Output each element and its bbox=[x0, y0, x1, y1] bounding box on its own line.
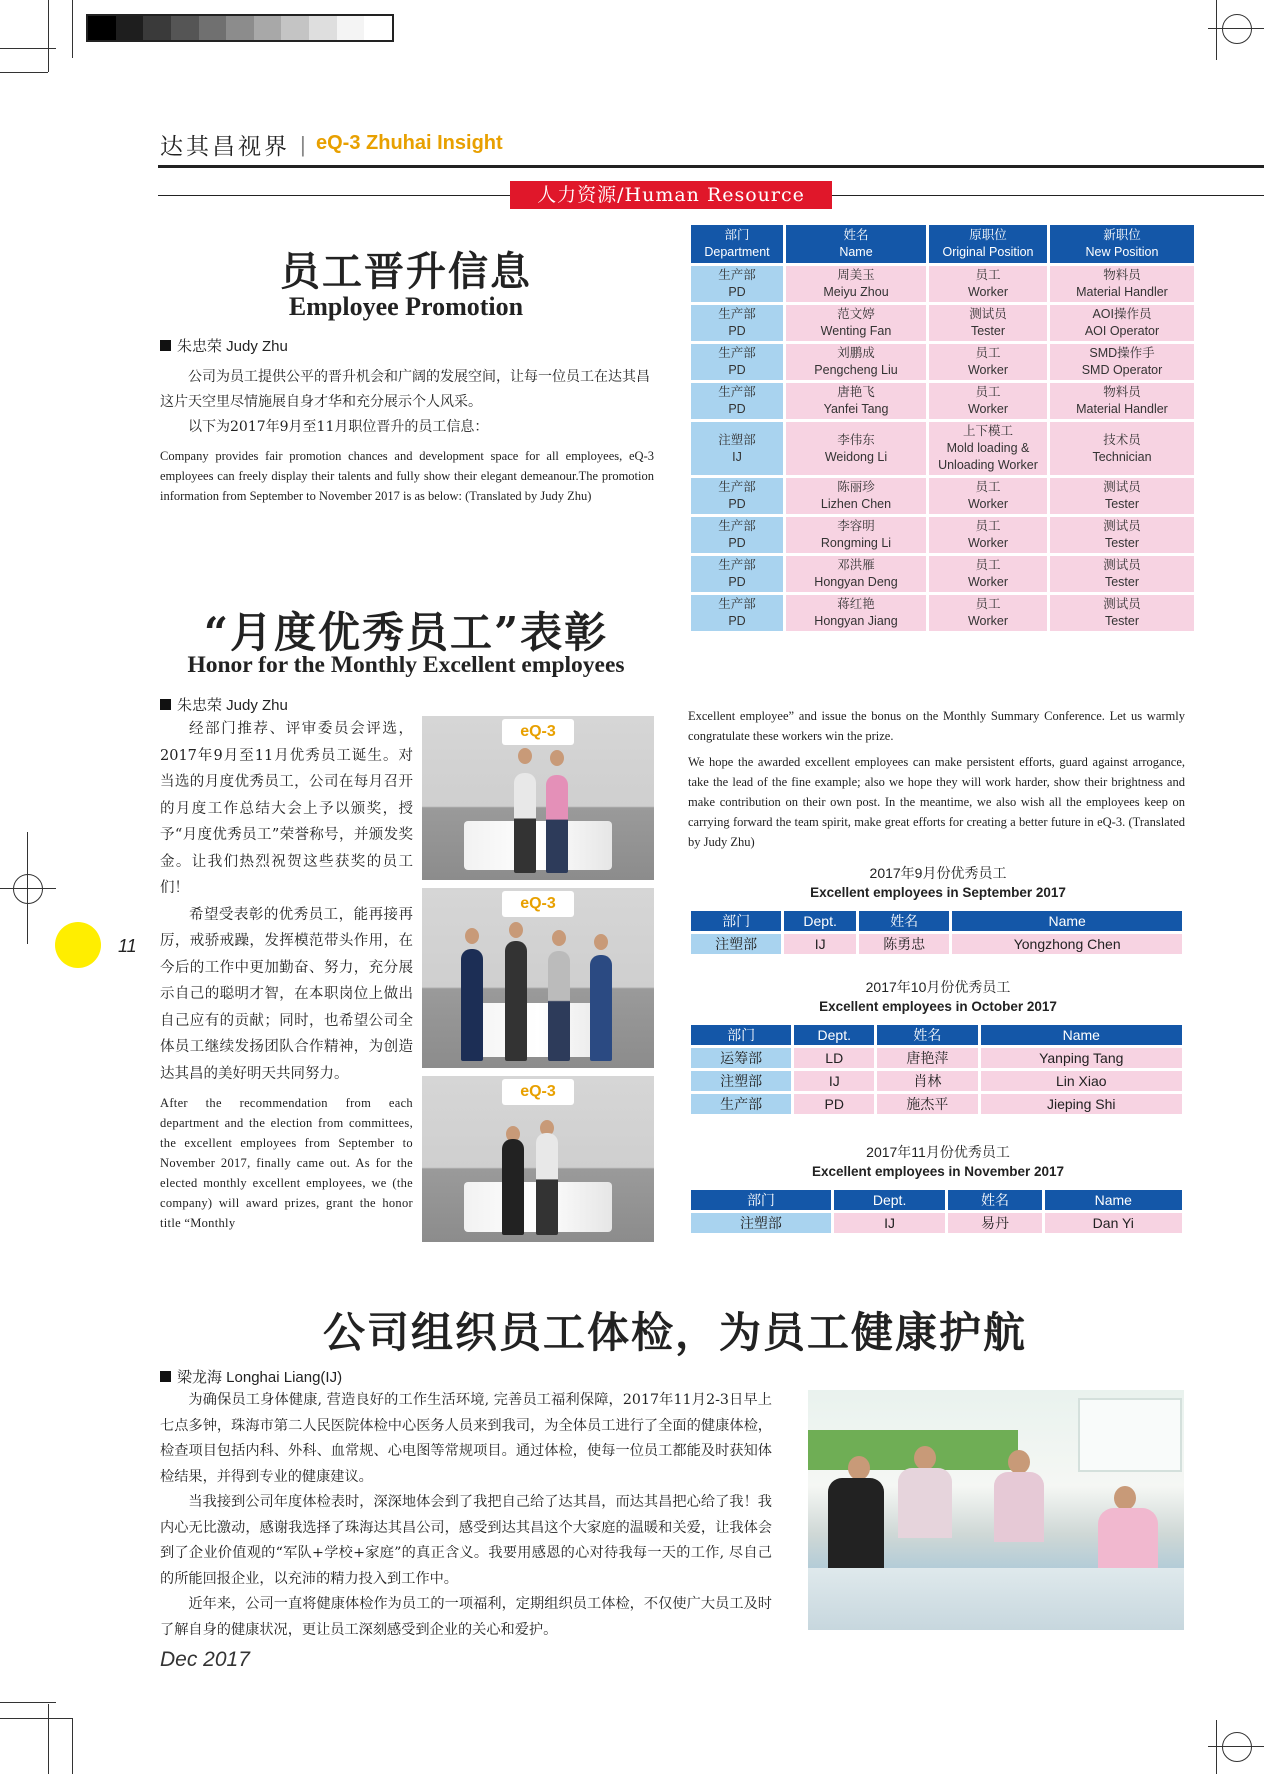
promotion-table bbox=[688, 222, 1197, 634]
health-check-photo bbox=[808, 1390, 1184, 1630]
cell-department: 注塑部 IJ bbox=[691, 422, 783, 475]
person bbox=[548, 951, 570, 1061]
cell-original-position: 员工 Worker bbox=[929, 344, 1047, 380]
eq3-logo: eQ-3 bbox=[502, 891, 574, 917]
promotion-row bbox=[691, 266, 1194, 302]
byline-square-icon bbox=[160, 1371, 171, 1382]
byline-square-icon bbox=[160, 340, 171, 351]
excellent-row bbox=[691, 1094, 1182, 1114]
excellent-cell: Dan Yi bbox=[1045, 1213, 1182, 1233]
excellent-cell: 注塑部 bbox=[691, 934, 781, 954]
promotion-title-cn: 员工晋升信息 bbox=[280, 248, 532, 295]
cell-new-position: 测试员 Tester bbox=[1050, 556, 1194, 592]
excellent-cell: Lin Xiao bbox=[981, 1071, 1182, 1091]
cell-original-position: 测试员 Tester bbox=[929, 305, 1047, 341]
person-head bbox=[552, 930, 566, 946]
excellent-cell: 陈勇忠 bbox=[859, 934, 949, 954]
cell-department: 生产部 PD bbox=[691, 305, 783, 341]
header-cell: 姓名 bbox=[859, 911, 949, 931]
header-cell: Dept. bbox=[834, 1190, 945, 1210]
grayscale-bar bbox=[86, 14, 394, 42]
promotion-byline bbox=[160, 335, 288, 356]
page-number: 11 bbox=[118, 936, 137, 956]
header-cell: 姓名 bbox=[948, 1190, 1041, 1210]
crop-mark bbox=[72, 1718, 73, 1774]
honor-paragraph-en-right: We hope the awarded excellent employees can make persistent efforts, guard against arrogance, take the lead of the fine example; also we hope they will work harder, show their brightness and make contribution on their own post. In the meantime, we also wish all the employees keep on carrying forward the team spirit, make great efforts for creating a better future in eQ-3. (Translated by Judy Zhu) bbox=[688, 755, 1185, 849]
health-title: 公司组织员工体检，为员工健康护航 bbox=[322, 1308, 1027, 1357]
crop-mark bbox=[1216, 1720, 1217, 1774]
cell-department: 生产部 PD bbox=[691, 556, 783, 592]
person-head bbox=[509, 922, 523, 938]
excellent-cell: 注塑部 bbox=[691, 1213, 831, 1233]
header-cell: 部门 bbox=[691, 911, 781, 931]
cell-name: 李伟东 Weidong Li bbox=[786, 422, 926, 475]
title-separator: | bbox=[300, 132, 306, 157]
person bbox=[994, 1472, 1044, 1542]
header-rule bbox=[158, 165, 1264, 168]
person bbox=[461, 949, 483, 1061]
award-photo-3 bbox=[422, 1076, 654, 1242]
cell-new-position: 物料员 Material Handler bbox=[1050, 383, 1194, 419]
cell-original-position: 员工 Worker bbox=[929, 556, 1047, 592]
excellent-cell: Jieping Shi bbox=[981, 1094, 1182, 1114]
section-banner: 人力资源/Human Resource bbox=[510, 181, 832, 209]
excellent-row bbox=[691, 1048, 1182, 1068]
header-cell: Name bbox=[1045, 1190, 1182, 1210]
page-marker-circle bbox=[55, 922, 101, 968]
promotion-row bbox=[691, 383, 1194, 419]
cell-original-position: 员工 Worker bbox=[929, 478, 1047, 514]
excellent-cell: PD bbox=[794, 1094, 874, 1114]
health-paragraph: 近年来，公司一直将健康体检作为员工的一项福利，定期组织员工体检，不仅使广大员工及时了解自身的健康状况，更让员工深刻感受到企业的关心和爱护。 bbox=[160, 1596, 772, 1638]
header-department: 部门 Department bbox=[691, 225, 783, 263]
cell-department: 生产部 PD bbox=[691, 517, 783, 553]
promotion-row bbox=[691, 305, 1194, 341]
promotion-row bbox=[691, 344, 1194, 380]
excellent-title: 2017年10月份优秀员工 Excellent employees in October 2017 bbox=[819, 979, 1057, 1014]
crop-mark bbox=[72, 0, 73, 58]
promotion-row bbox=[691, 422, 1194, 475]
health-paragraph: 当我接到公司年度体检表时，深深地体会到了我把自己给了达其昌，而达其昌把心给了我！我内心无比激动，感谢我选择了珠海达其昌公司，感受到达其昌这个大家庭的温暖和关爱，让我体会到了企业价值观的“军队+学校+家庭”的真正含义。我要用感恩的心对待我每一天的工作, 尽自己的所能回报企业，以充沛的精力投入到工作中。 bbox=[160, 1494, 772, 1587]
promotion-paragraph-cn: 以下为2017年9月至11月职位晋升的员工信息： bbox=[188, 419, 489, 435]
excellent-cell: 运筹部 bbox=[691, 1048, 791, 1068]
reception-desk bbox=[464, 821, 612, 870]
header-cell: 部门 bbox=[691, 1190, 831, 1210]
honor-title-cn: “月度优秀员工”表彰 bbox=[203, 608, 609, 657]
crop-mark bbox=[48, 1704, 49, 1774]
excellent-cell: Yongzhong Chen bbox=[952, 934, 1182, 954]
header-cell: 部门 bbox=[691, 1025, 791, 1045]
cell-department: 生产部 PD bbox=[691, 383, 783, 419]
health-byline bbox=[160, 1366, 342, 1387]
person-head bbox=[848, 1456, 870, 1480]
excellent-title: 2017年11月份优秀员工 Excellent employees in November 2017 bbox=[811, 1144, 1065, 1179]
award-photo-1 bbox=[422, 716, 654, 880]
crop-mark bbox=[0, 1718, 72, 1719]
cell-original-position: 员工 Worker bbox=[929, 266, 1047, 302]
honor-title-en: Honor for the Monthly Excellent employees bbox=[187, 652, 625, 678]
cell-name: 唐艳飞 Yanfei Tang bbox=[786, 383, 926, 419]
excellent-table-header bbox=[691, 911, 1182, 931]
person bbox=[502, 1139, 524, 1235]
cell-original-position: 员工 Worker bbox=[929, 517, 1047, 553]
honor-paragraph-en-left: After the recommendation from each department and the election from committees, the excellent employees from September to November 2017, finally came out. As for the elected monthly excellent employees, we (the company) will award prizes, grant the honor title “Monthly bbox=[160, 1096, 413, 1230]
cell-new-position: 测试员 Tester bbox=[1050, 595, 1194, 631]
honor-paragraph-cn: 希望受表彰的优秀员工，能再接再厉，戒骄戒躁，发挥模范带头作用，在今后的工作中更加勤奋、努力，充分展示自己的聪明才智，在本职岗位上做出自己应有的贡献；同时，也希望公司全体员工继续发扬团队合作精神，为创造达其昌的美好明天共同努力。 bbox=[160, 906, 413, 1082]
excellent-cell: Yanping Tang bbox=[981, 1048, 1182, 1068]
excellent-row bbox=[691, 934, 1182, 954]
exam-table bbox=[808, 1568, 1184, 1630]
excellent-row bbox=[691, 1071, 1182, 1091]
cell-department: 生产部 PD bbox=[691, 344, 783, 380]
excellent-cell: 注塑部 bbox=[691, 1071, 791, 1091]
excellent-cell: 施杰平 bbox=[877, 1094, 977, 1114]
cell-name: 陈丽珍 Lizhen Chen bbox=[786, 478, 926, 514]
cell-original-position: 上下模工 Mold loading & Unloading Worker bbox=[929, 422, 1047, 475]
person bbox=[546, 775, 568, 873]
promotion-row bbox=[691, 478, 1194, 514]
excellent-table-header bbox=[691, 1190, 1182, 1210]
issue-date: Dec 2017 bbox=[160, 1648, 250, 1671]
registration-mark bbox=[1222, 14, 1252, 44]
cell-name: 邓洪雁 Hongyan Deng bbox=[786, 556, 926, 592]
excellent-table bbox=[688, 1022, 1185, 1117]
person bbox=[536, 1133, 558, 1235]
header-new-position: 新职位 New Position bbox=[1050, 225, 1194, 263]
header-cell: Dept. bbox=[784, 911, 856, 931]
health-paragraph: 为确保员工身体健康, 营造良好的工作生活环境, 完善员工福利保障，2017年11月2-3日早上七点多钟，珠海市第二人民医院体检中心医务人员来到我司，为全体员工进行了全面的健康体检，检查项目包括内科、外科、血常规、心电图等常规项目。通过体检，使每一位员工都能及时获知体检结果，并得到专业的健康建议。 bbox=[160, 1392, 772, 1485]
wall-sign bbox=[808, 1430, 1018, 1470]
excellent-cell: 唐艳萍 bbox=[877, 1048, 977, 1068]
excellent-cell: IJ bbox=[784, 934, 856, 954]
cell-new-position: AOI操作员 AOI Operator bbox=[1050, 305, 1194, 341]
crop-mark bbox=[0, 48, 56, 49]
person-head bbox=[914, 1446, 936, 1470]
cell-department: 生产部 PD bbox=[691, 595, 783, 631]
excellent-cell: 生产部 bbox=[691, 1094, 791, 1114]
header-original-position: 原职位 Original Position bbox=[929, 225, 1047, 263]
excellent-cell: IJ bbox=[834, 1213, 945, 1233]
cell-name: 范文婷 Wenting Fan bbox=[786, 305, 926, 341]
person bbox=[505, 941, 527, 1061]
magazine-title-en: eQ-3 Zhuhai Insight bbox=[316, 132, 503, 154]
cell-new-position: 技术员 Technician bbox=[1050, 422, 1194, 475]
promotion-paragraph-cn: 公司为员工提供公平的晋升机会和广阔的发展空间，让每一位员工在达其昌这片天空里尽情施展自身才华和充分展示个人风采。 bbox=[160, 369, 650, 410]
excellent-row bbox=[691, 1213, 1182, 1233]
excellent-title: 2017年9月份优秀员工 Excellent employees in September 2017 bbox=[810, 865, 1066, 900]
promotion-paragraph-en: Company provides fair promotion chances and development space for all employees, eQ-3 employees can freely display their talents and fully show their elegant demeanour.The promotion information from September to November 2017 is as below: (Translated by Judy Zhu) bbox=[160, 449, 654, 503]
registration-mark bbox=[1222, 1732, 1252, 1762]
cell-name: 周美玉 Meiyu Zhou bbox=[786, 266, 926, 302]
person bbox=[514, 773, 536, 873]
excellent-november bbox=[688, 1143, 1188, 1236]
person-head bbox=[594, 934, 608, 950]
cell-new-position: 物料员 Material Handler bbox=[1050, 266, 1194, 302]
honor-body-cn bbox=[160, 716, 413, 1233]
excellent-table bbox=[688, 1187, 1185, 1236]
eq3-logo: eQ-3 bbox=[502, 1079, 574, 1105]
byline-text: 梁龙海 Longhai Liang(IJ) bbox=[177, 1369, 343, 1386]
health-body bbox=[160, 1388, 772, 1643]
cell-name: 刘鹏成 Pengcheng Liu bbox=[786, 344, 926, 380]
header-name: 姓名 Name bbox=[786, 225, 926, 263]
magazine-title-cn: 达其昌视界 bbox=[160, 134, 290, 160]
promotion-row bbox=[691, 517, 1194, 553]
cell-new-position: 测试员 Tester bbox=[1050, 517, 1194, 553]
person-head bbox=[1008, 1450, 1030, 1474]
cell-department: 生产部 PD bbox=[691, 266, 783, 302]
excellent-cell: LD bbox=[794, 1048, 874, 1068]
byline-text: 朱忠荣 Judy Zhu bbox=[177, 338, 288, 355]
excellent-table bbox=[688, 908, 1185, 957]
excellent-october bbox=[688, 978, 1188, 1117]
crop-mark bbox=[1216, 0, 1217, 60]
promotion-row bbox=[691, 556, 1194, 592]
promotion-table-header bbox=[691, 225, 1194, 263]
honor-body-en-right bbox=[688, 706, 1185, 852]
header-cell: 姓名 bbox=[877, 1025, 977, 1045]
cell-original-position: 员工 Worker bbox=[929, 595, 1047, 631]
cell-new-position: 测试员 Tester bbox=[1050, 478, 1194, 514]
honor-paragraph-cn: 经部门推荐、评审委员会评选，2017年9月至11月优秀员工诞生。对当选的月度优秀员工，公司在每月召开的月度工作总结大会上予以颁奖，授予“月度优秀员工”荣誉称号，并颁发奖金。让我们热烈祝贺这些获奖的员工们！ bbox=[160, 721, 413, 896]
honor-paragraph-en-right: Excellent employee” and issue the bonus on the Monthly Summary Conference. Let us warmly congratulate these workers win the prize. bbox=[688, 709, 1185, 743]
honor-byline bbox=[160, 694, 288, 715]
person bbox=[898, 1468, 952, 1538]
wall-window bbox=[1078, 1398, 1182, 1472]
cell-new-position: SMD操作手 SMD Operator bbox=[1050, 344, 1194, 380]
promotion-body bbox=[160, 365, 654, 506]
crop-mark bbox=[0, 72, 48, 73]
excellent-table-header bbox=[691, 1025, 1182, 1045]
person-head bbox=[518, 748, 532, 764]
header-cell: Name bbox=[981, 1025, 1182, 1045]
promotion-title-en: Employee Promotion bbox=[288, 292, 524, 321]
excellent-cell: IJ bbox=[794, 1071, 874, 1091]
cell-name: 李容明 Rongming Li bbox=[786, 517, 926, 553]
award-photo-2 bbox=[422, 888, 654, 1068]
promotion-row bbox=[691, 595, 1194, 631]
person-head bbox=[550, 750, 564, 766]
excellent-september bbox=[688, 864, 1188, 957]
eq3-logo: eQ-3 bbox=[502, 719, 574, 745]
excellent-cell: 肖林 bbox=[877, 1071, 977, 1091]
header-cell: Name bbox=[952, 911, 1182, 931]
byline-square-icon bbox=[160, 699, 171, 710]
cell-name: 蒋红艳 Hongyan Jiang bbox=[786, 595, 926, 631]
byline-text: 朱忠荣 Judy Zhu bbox=[177, 697, 288, 714]
person-head bbox=[1114, 1486, 1136, 1510]
header-cell: Dept. bbox=[794, 1025, 874, 1045]
person-head bbox=[465, 928, 479, 944]
crop-mark bbox=[0, 1702, 56, 1703]
cell-department: 生产部 PD bbox=[691, 478, 783, 514]
crop-mark bbox=[48, 0, 49, 72]
cell-original-position: 员工 Worker bbox=[929, 383, 1047, 419]
registration-mark bbox=[13, 874, 43, 904]
excellent-cell: 易丹 bbox=[948, 1213, 1041, 1233]
person bbox=[590, 955, 612, 1061]
